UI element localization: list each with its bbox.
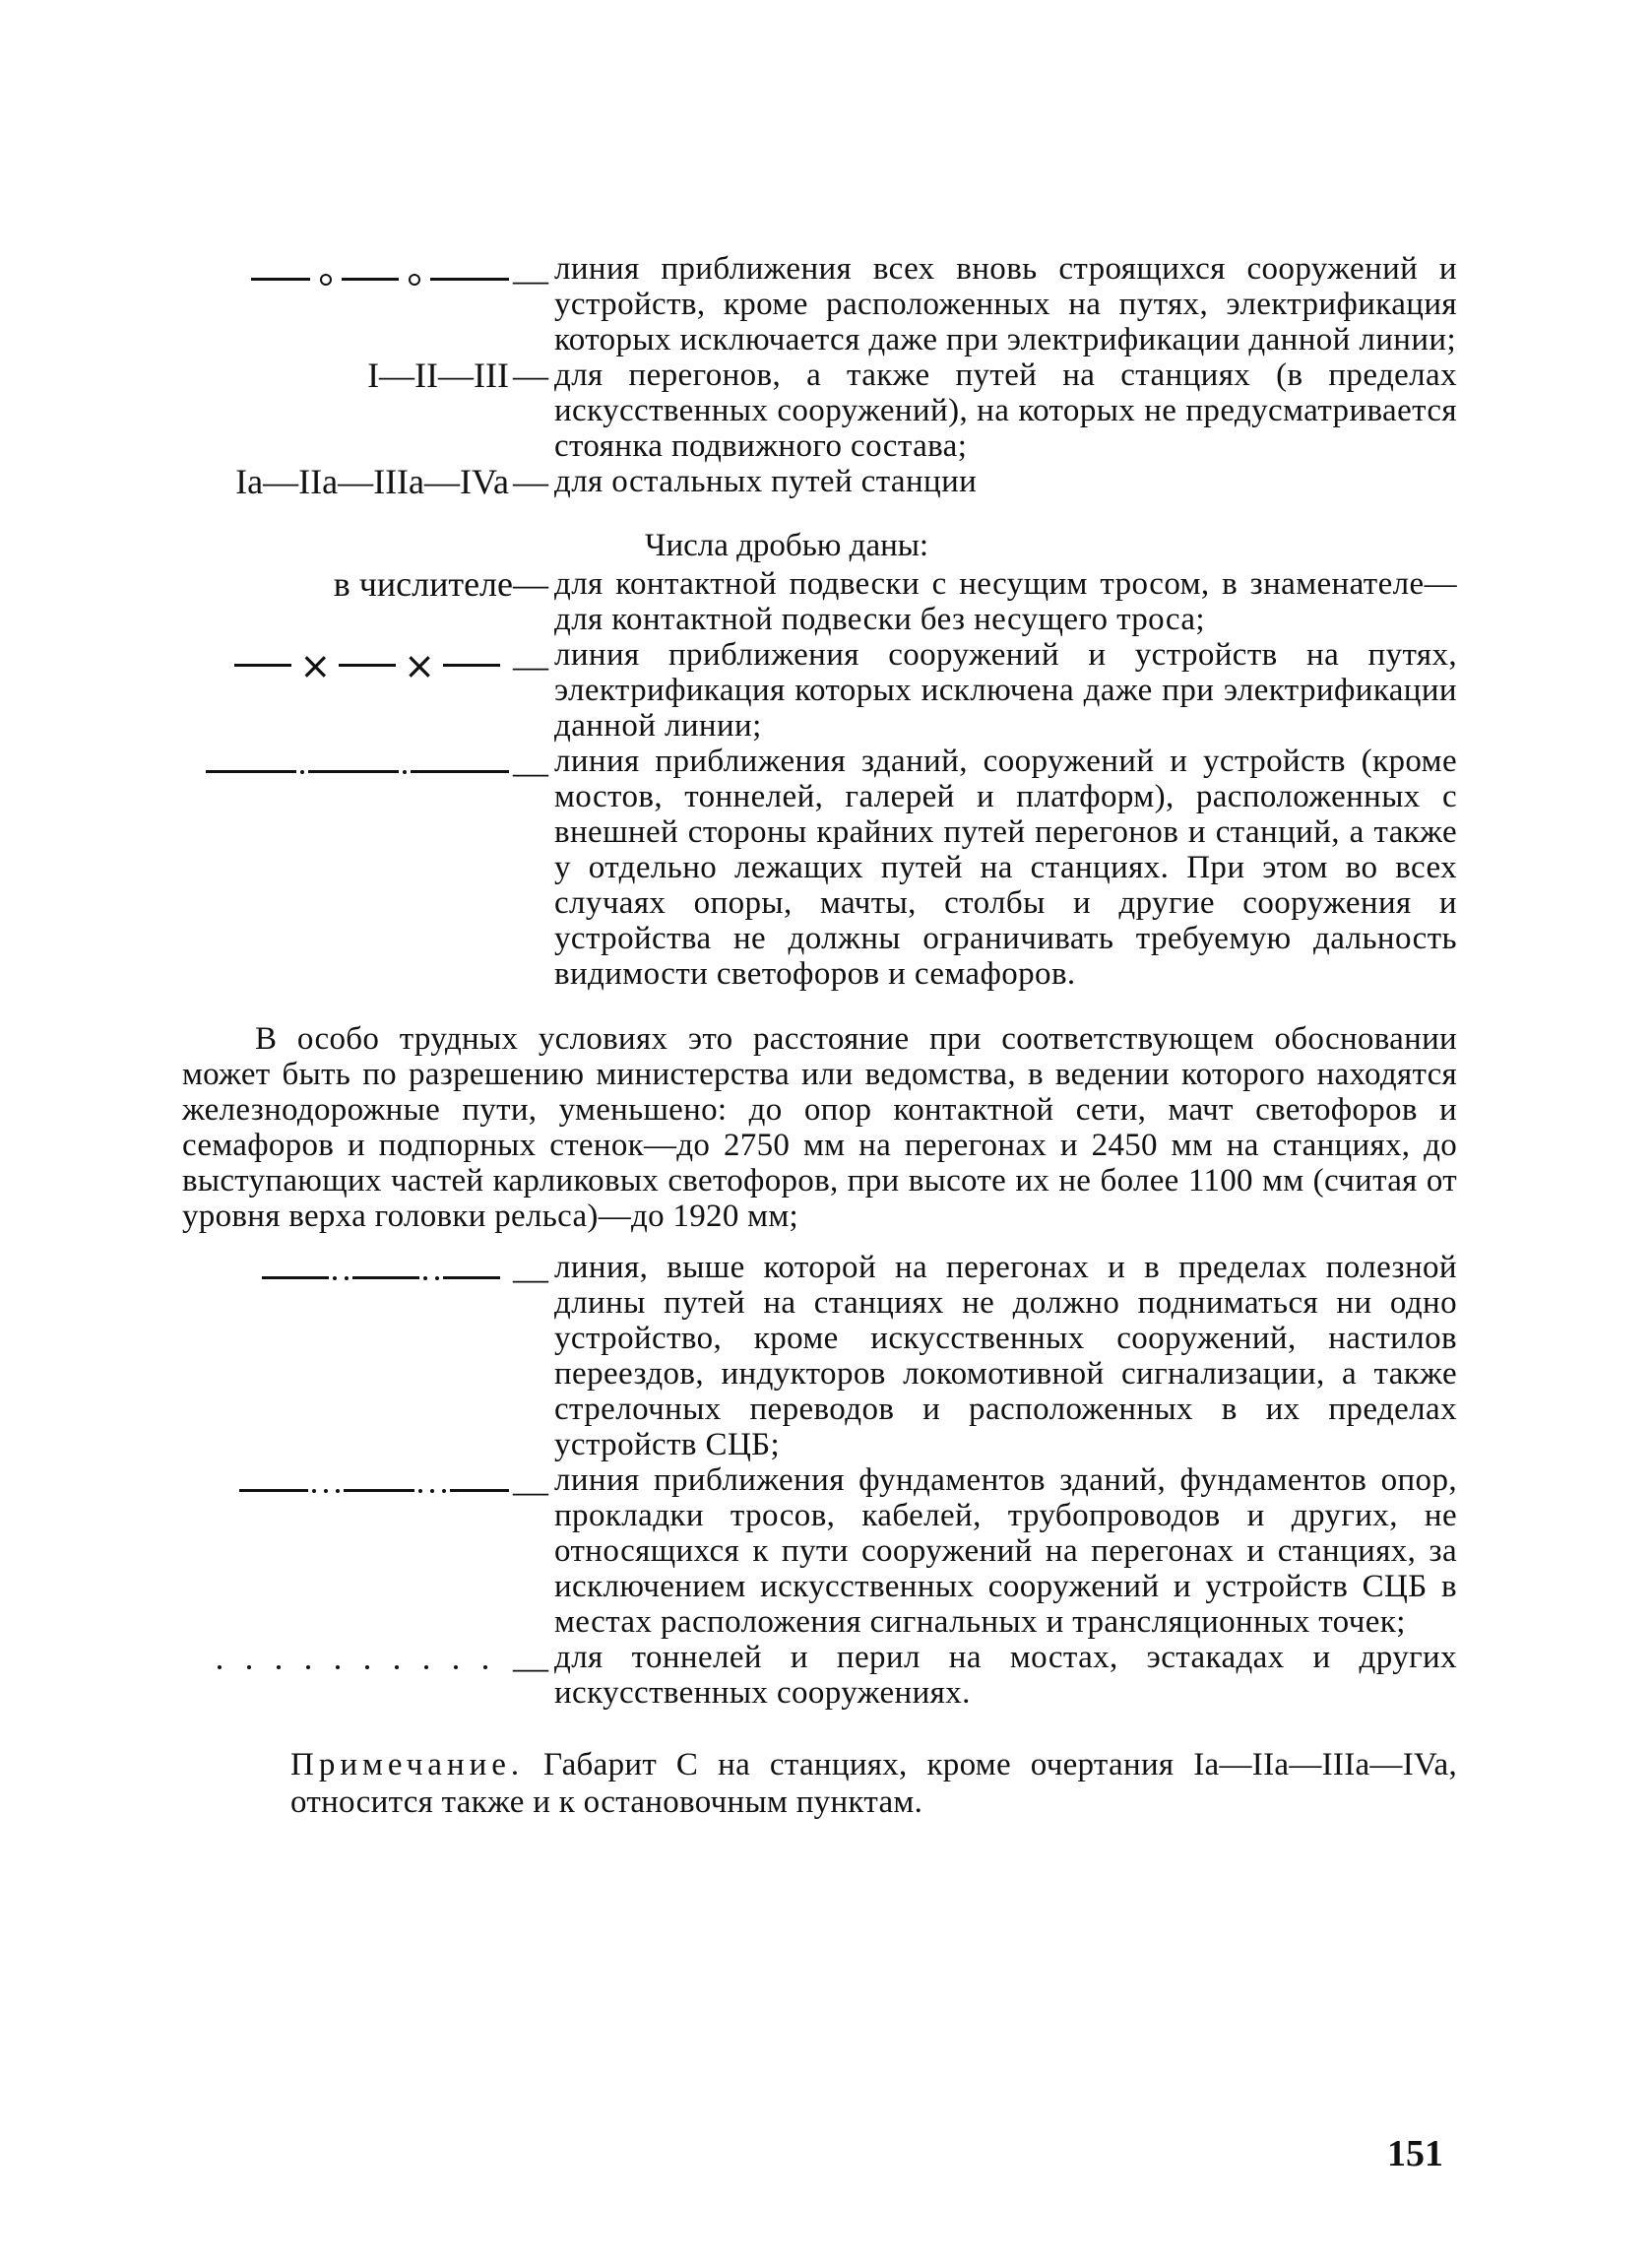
symbol-label: I—II—III — [367, 356, 509, 395]
legend-item-circles — [182, 251, 1457, 357]
legend-description: для перегонов, а также путей на станциях (в пределах искусственных сооружений), на которых не предусматривается стоянка подвижного состава; — [554, 357, 1457, 464]
fraction-heading: Числа дробью даны: — [645, 528, 929, 563]
line-symbol-circles: — — [182, 251, 554, 297]
legend-description: для контактной подвески с несущим тросом, в знаменателе—для контактной подвески без несущего троса; — [554, 566, 1457, 637]
legend-symbol: в числителе— — [333, 564, 548, 604]
note-text: Габарит С на станциях, кроме очертания Ia—IIa—IIIa—IVa, относится также и к остановочным пунктам. — [290, 1747, 1457, 1820]
symbol-label: в числителе — [333, 564, 513, 604]
legend-item-dash-three-dots — [182, 1462, 1457, 1640]
legend-description: линия приближения сооружений и устройств на путях, электрификация которых исключена даже при электрификации данной линии; — [554, 637, 1457, 744]
note-label: Примечание. — [290, 1747, 525, 1782]
legend-description: линия приближения всех вновь строящихся сооружений и устройств, кроме расположенных на путях, электрификация которых исключается даже при электрификации данной линии; — [554, 251, 1457, 357]
legend-item-roman-a — [182, 464, 1457, 499]
line-symbol-dash-two-dots: — — [182, 1250, 554, 1296]
legend-item-dash-dot — [182, 744, 1457, 992]
legend-item-dotted — [182, 1640, 1457, 1711]
line-symbol-dash-dot: — — [182, 744, 554, 790]
legend-item-dash-two-dots — [182, 1250, 1457, 1462]
line-symbol-dash-three-dots: — — [182, 1462, 554, 1509]
legend-item-crosses — [182, 637, 1457, 744]
note — [182, 1746, 1457, 1821]
line-symbol-crosses: × × — — [182, 637, 554, 683]
legend-description: линия, выше которой на перегонах и в пределах полезной длины путей на станциях не должно подниматься ни одно устройство, кроме искусственных сооружений, настилов переездов, индукторов локомотивной сигнализации, а также стрелочных переводов и расположенных в их пределах устройств СЦБ; — [554, 1250, 1457, 1462]
legend-item-roman — [182, 357, 1457, 464]
line-symbol-dotted: — — [182, 1640, 554, 1685]
legend-item-fraction — [182, 566, 1457, 637]
legend-description: для тоннелей и перил на мостах, эстакадах и других искусственных сооружениях. — [554, 1640, 1457, 1711]
page-number: 151 — [1387, 2133, 1443, 2174]
symbol-label: Ia—IIa—IIIa—IVa — [235, 462, 509, 501]
body-paragraph: В особо трудных условиях это расстояние при соответствующем обосновании может быть по разрешению министерства или ведомства, в ведении которого находятся железнодорожные пути, уменьшено: до опор контактной сети, мачт светофоров и семафоров и подпорных стенок—до 2750 мм на перегонах и 2450 мм на станциях, до выступающих частей карликовых светофоров, при высоте их не более 1100 мм (считая от уровня верха головки рельса)—до 1920 мм; — [182, 1021, 1457, 1234]
page-content — [182, 251, 1457, 1821]
legend-description: для остальных путей станции — [554, 464, 978, 499]
legend-description: линия приближения фундаментов зданий, фундаментов опор, прокладки тросов, кабелей, трубопроводов и других, не относящихся к пути сооружений на перегонах и станциях, за исключением искусственных сооружений и устройств СЦБ в местах расположения сигнальных и трансляционных точек; — [554, 1462, 1457, 1640]
legend-symbol: Ia—IIa—IIIa—IVa — — [235, 462, 548, 501]
legend-description: линия приближения зданий, сооружений и устройств (кроме мостов, тоннелей, галерей и платформ), расположенных с внешней стороны крайних путей перегонов и станций, а также у отдельно лежащих путей на станциях. При этом во всех случаях опоры, мачты, столбы и другие сооружения и устройства не должны ограничивать требуемую дальность видимости светофоров и семафоров. — [554, 744, 1457, 992]
legend-symbol: I—II—III — — [367, 356, 548, 395]
